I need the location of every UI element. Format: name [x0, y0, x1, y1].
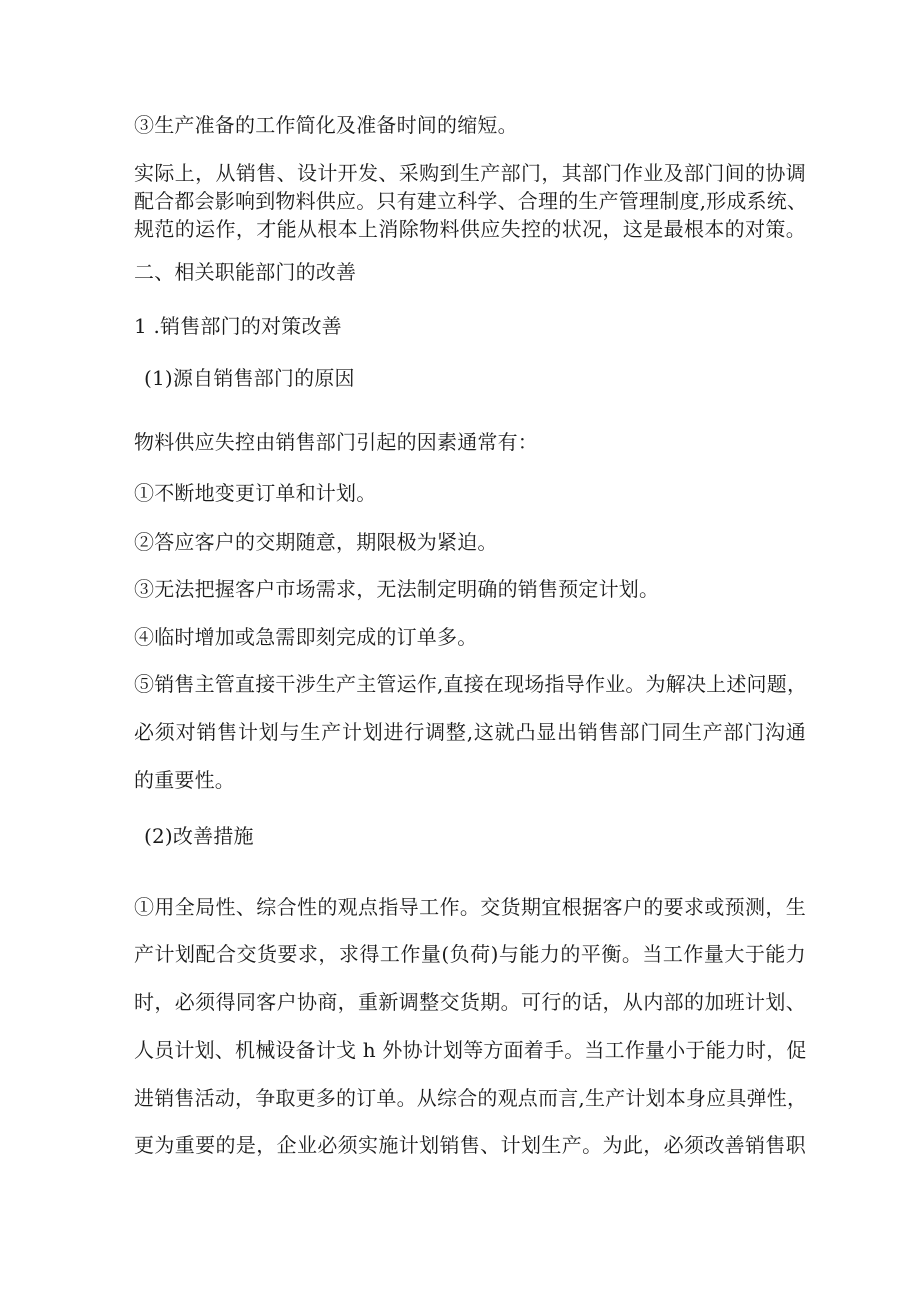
paragraph-line: 产计划配合交货要求，求得工作量(负荷)与能力的平衡。当工作量大于能力: [134, 942, 806, 966]
subsubsection-heading: (1)源自销售部门的原因: [144, 366, 355, 390]
list-item-3b: ③无法把握客户市场需求，无法制定明确的销售预定计划。: [134, 577, 660, 601]
paragraph-line: 进销售活动，争取更多的订单。从综合的观点而言,生产计划本身应具弹性，: [134, 1086, 808, 1110]
list-item-3: ③生产准备的工作简化及准备时间的缩短。: [134, 113, 518, 137]
paragraph-line: 的重要性。: [134, 768, 235, 792]
paragraph-line: 时，必须得同客户协商，重新调整交货期。可行的话，从内部的加班计划、: [134, 990, 806, 1014]
subsubsection-heading: (2)改善措施: [144, 824, 254, 848]
paragraph-line: 人员计划、机械设备计戈 h 外协计划等方面着手。当工作量小于能力时，促: [134, 1038, 807, 1062]
paragraph-line: 必须对销售计划与生产计划进行调整,这就凸显出销售部门同生产部门沟通: [134, 720, 806, 744]
list-item-1: ①不断地变更订单和计划。: [134, 481, 377, 505]
paragraph-line: ①用全局性、综合性的观点指导工作。交货期宜根据客户的要求或预测，生: [134, 895, 806, 919]
list-item-2: ②答应客户的交期随意，期限极为紧迫。: [134, 530, 498, 554]
subsection-heading: 1 .销售部门的对策改善: [134, 314, 342, 338]
paragraph-line: 配合都会影响到物料供应。只有建立科学、合理的生产管理制度,形成系统、: [134, 189, 808, 213]
paragraph-line: 规范的运作，才能从根本上消除物料供应失控的状况，这是最根本的对策。: [134, 217, 806, 241]
list-item-5: ⑤销售主管直接干涉生产主管运作,直接在现场指导作业。为解决上述问题，: [134, 672, 808, 696]
section-heading: 二、相关职能部门的改善: [134, 260, 357, 284]
paragraph-line: 实际上，从销售、设计开发、采购到生产部门，其部门作业及部门间的协调: [134, 161, 806, 185]
paragraph-line: 更为重要的是，企业必须实施计划销售、计划生产。为此，必须改善销售职: [134, 1133, 806, 1157]
list-item-4: ④临时增加或急需即刻完成的订单多。: [134, 625, 478, 649]
paragraph-line: 物料供应失控由销售部门引起的因素通常有：: [134, 430, 538, 454]
